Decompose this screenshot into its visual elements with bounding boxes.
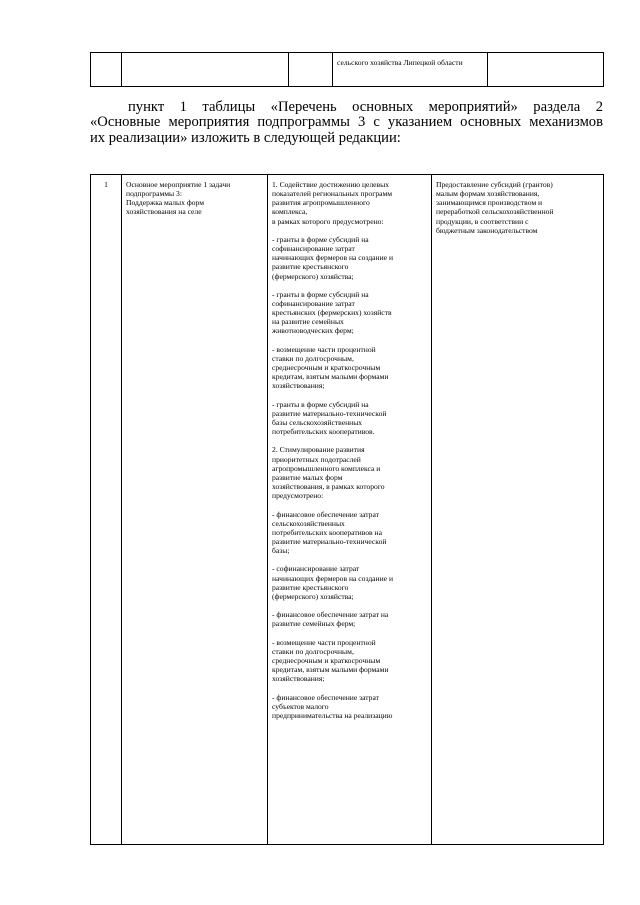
table-row <box>91 53 604 87</box>
text-line: предпринимательства на реализацию <box>272 710 393 720</box>
text-line: хозяйствования, в рамках которого <box>272 482 385 492</box>
text-line: кредитам, взятым малыми формами <box>272 665 389 675</box>
text-line: в рамках которого предусмотрено: <box>272 216 384 226</box>
text-line: 2. Стимулирование развития <box>272 445 365 455</box>
instruction-paragraph <box>90 100 603 146</box>
text-line: - гранты в форме субсидий на <box>272 234 369 244</box>
text-line: потребительских кооперативов на <box>272 527 382 537</box>
measures-cell <box>268 175 432 845</box>
text-line: на развитие семейных <box>272 317 344 327</box>
measure-block <box>272 564 427 601</box>
text-line: развития агропромышленного <box>272 198 370 208</box>
measure-block <box>272 290 427 336</box>
text-line: (фермерского) хозяйства; <box>272 271 354 281</box>
text-line: малым формам хозяйствования, <box>436 189 540 199</box>
table-row <box>91 175 604 845</box>
table-cell <box>91 53 122 87</box>
text-line: начинающих фермеров на создание и <box>272 253 394 263</box>
text-line: развитие материально-технической <box>272 408 387 418</box>
text-line: - возмещение части процентной <box>272 344 376 354</box>
events-table <box>90 174 604 845</box>
table-cell <box>488 53 604 87</box>
text-line: развитие материально-технической <box>272 537 387 546</box>
block-gap <box>272 629 427 638</box>
block-gap <box>272 500 427 509</box>
text-line: продукции, в соответствии с <box>436 216 529 226</box>
measure-block <box>272 610 427 628</box>
block-gap <box>272 555 427 564</box>
text-line: сельскохозяйственных <box>272 518 345 528</box>
text-line: хозяйствования; <box>272 674 325 684</box>
measure-block <box>272 693 427 720</box>
text-line: крестьянских (фермерских) хозяйств <box>272 308 392 318</box>
text-line: - гранты в форме субсидий на <box>272 399 369 409</box>
measure-block <box>272 510 427 556</box>
text-line: базы; <box>272 546 290 556</box>
row-number: 1 <box>104 180 108 189</box>
cell-text: сельского хозяйства Липецкой области <box>337 58 463 67</box>
text-line: - возмещение части процентной <box>272 637 376 647</box>
paragraph-line: «Основные мероприятия подпрограммы 3 с указанием основных механизмов <box>90 114 603 131</box>
block-gap <box>272 683 427 692</box>
text-line: Поддержка малых форм <box>126 198 205 208</box>
measure-block <box>272 400 427 437</box>
text-line: среднесрочным и краткосрочным <box>272 363 381 373</box>
text-line: хозяйствования; <box>272 381 325 391</box>
text-line: приоритетных подотраслей <box>272 454 361 464</box>
text-line: развитие семейных ферм; <box>272 619 356 629</box>
text-line: занимающимся производством и <box>436 198 543 208</box>
block-gap <box>272 391 427 400</box>
text-line: развитие крестьянского <box>272 582 349 592</box>
previous-table-fragment <box>90 52 604 87</box>
block-gap <box>272 436 427 445</box>
text-line: 1. Содействие достижению целевых <box>272 180 390 189</box>
measure-block <box>272 180 427 226</box>
text-line: - финансовое обеспечение затрат на <box>272 610 389 620</box>
text-line: (фермерского) хозяйства; <box>272 591 354 601</box>
block-gap <box>272 601 427 610</box>
block-gap <box>272 226 427 235</box>
measure-block <box>272 638 427 684</box>
text-line: - гранты в форме субсидий на <box>272 289 369 299</box>
measure-block <box>272 235 427 281</box>
row-number-cell <box>91 175 122 845</box>
text-line: Предоставление субсидий (грантов) <box>436 180 553 189</box>
text-line: потребительских кооперативов. <box>272 427 375 437</box>
text-line: подпрограммы 3: <box>126 189 182 199</box>
table-cell <box>122 53 289 87</box>
text-line: базы сельскохозяйственных <box>272 418 363 427</box>
text-line: - финансовое обеспечение затрат <box>272 509 379 519</box>
text-line: среднесрочным и краткосрочным <box>272 655 381 665</box>
text-line: софинансирование затрат <box>272 244 355 254</box>
text-line: комплекса, <box>272 207 308 217</box>
text-line: субъектов малого <box>272 701 329 711</box>
text-line: развитие малых форм <box>272 472 343 482</box>
table-cell <box>289 53 333 87</box>
text-line: ставки по долгосрочным, <box>272 646 354 656</box>
paragraph-line: их реализации» изложить в следующей редакции: <box>90 129 401 146</box>
text-line: предусмотрено: <box>272 491 324 501</box>
text-line: кредитам, взятым малыми формами <box>272 372 389 382</box>
measure-block <box>272 445 427 500</box>
text-line: животноводческих ферм; <box>272 326 354 336</box>
paragraph-line: пункт 1 таблицы «Перечень основных мероприятий» раздела 2 <box>128 99 603 115</box>
text-line: бюджетным законодательством <box>436 225 538 235</box>
text-line: - финансовое обеспечение затрат <box>272 692 379 702</box>
text-line: агропромышленного комплекса и <box>272 463 381 473</box>
table-cell <box>333 53 488 87</box>
text-line: Основное мероприятие 1 задачи <box>126 180 231 189</box>
text-line: хозяйствования на селе <box>126 207 202 217</box>
text-line: - софинансирование затрат <box>272 564 360 574</box>
text-line: развитие крестьянского <box>272 262 349 272</box>
text-line: софинансирование затрат <box>272 299 355 308</box>
text-line: начинающих фермеров на создание и <box>272 573 394 583</box>
measure-block <box>272 345 427 391</box>
mechanism-cell <box>432 175 604 845</box>
block-gap <box>272 281 427 290</box>
block-gap <box>272 336 427 345</box>
text-line: показателей региональных программ <box>272 189 393 199</box>
event-cell <box>122 175 268 845</box>
text-line: ставки по долгосрочным, <box>272 353 354 363</box>
text-line: переработкой сельскохозяйственной <box>436 207 554 217</box>
